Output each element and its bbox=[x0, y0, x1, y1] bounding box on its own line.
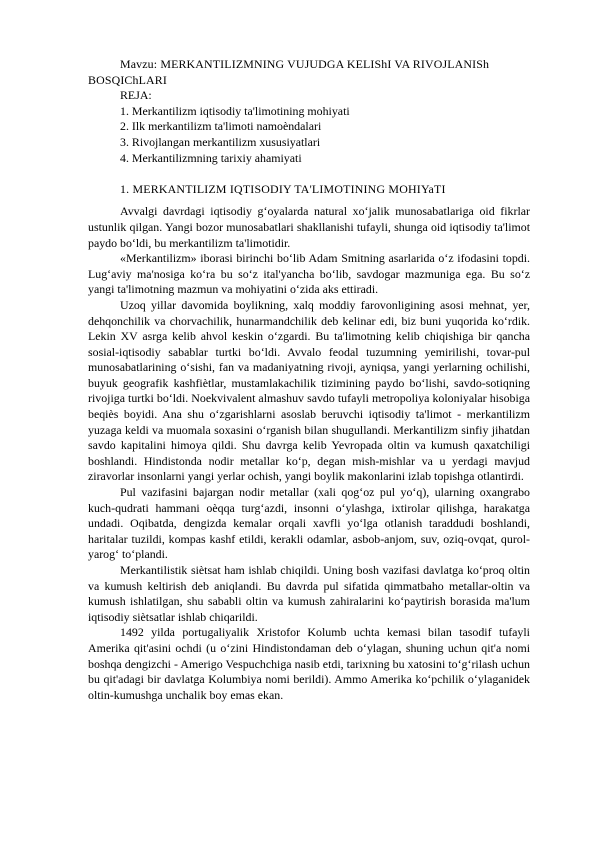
paragraph: Merkantilistik siètsat ham ishlab chiqildi. Uning bosh vazifasi davlatga ko‘proq oltin va kumush keltirish deb aniqlandi. Bu davrda pul sifatida qimmatbaho metallar-oltin va kumush ishlatilgan, shu sababli oltin va kumush zahiralarini ko‘paytirish borasida ma'lum iqtisodiy siètsatlar ishlab chiqarildi. bbox=[88, 563, 530, 624]
paragraph: Uzoq yillar davomida boylikning, xalq moddiy farovonligining asosi mehnat, yer, dehqonchilik va chorvachilik, hunarmandchilik deb kelinar edi, biz buni yuqorida ko‘rdik. Lekin XV asrga kelib ahvol keskin o‘zgardi. Bu ta'limotning kelib chiqishiga bir qancha sosial-iqtisodiy sabablar turtki bo‘ldi. Avvalo feodal tuzumning yemirilishi, tovar-pul munosabatlarining o‘sishi, fan va madaniyatning rivoji, ayniqsa, yangi yerlarning ochilishi, buyuk geografik kashfiètlar, mustamlakachilik tizimining paydo bo‘lishi, savdo-sotiqning rivojiga turtki bo‘ldi. Noekvivalent almashuv savdo tufayli metropoliya koloniyalar hisobiga beqiès boyidi. Ana shu o‘zgarishlarni asoslab beruvchi iqtisodiy ta'limot - merkantilizm yuzaga keldi va muomala soxasini o‘rganish bilan shugullandi. Merkantilizm sinfiy jihatdan savdo kapitalini himoya qildi. Shu davrga kelib Yevropada oltin va kumush qaxatchiligi boshlandi. Hindistonda nodir metallar ko‘p, degan mish-mishlar va u yerdagi mavjud ziravorlar insonlarni yangi yerlar ochish, yangi boylik makonlarini izlab topishga otlantirdi. bbox=[88, 297, 530, 484]
paragraph: Avvalgi davrdagi iqtisodiy g‘oyalarda natural xo‘jalik munosabatlariga oid fikrlar ustunlik qilgan. Yangi bozor munosabatlari shakllanishi tufayli, shunga oid iqtisodiy ta'limot paydo bo‘ldi, bu merkantilizm ta'limotidir. bbox=[88, 204, 530, 250]
plan-item: 4. Merkantilizmning tarixiy ahamiyati bbox=[120, 150, 302, 165]
paragraph: «Merkantilizm» iborasi birinchi bo‘lib Adam Smitning asarlarida o‘z ifodasini topdi. Lug‘aviy ma'nosiga ko‘ra bu so‘z ital'yancha bo‘lib, savdogar mazmuniga ega. Bu so‘z yangi ta'limotning mazmun va mohiyatini o‘zida aks ettiradi. bbox=[88, 251, 530, 297]
document-body bbox=[88, 57, 530, 703]
spacer bbox=[88, 166, 530, 182]
plan-item: 1. Merkantilizm iqtisodiy ta'limotining mohiyati bbox=[120, 103, 350, 118]
spacer bbox=[88, 197, 530, 204]
paragraph: 1492 yilda portugaliyalik Xristofor Kolumb uchta kemasi bilan tasodif tufayli Amerika qit'asini ochdi (u o‘zini Hindistondaman deb o‘ylagan, shuning uchun qit'a nomi boshqa dengizchi - Amerigo Vespuchchiga nasib etdi, tarixning bu xatosini to‘g‘rilash uchun bu qit'adagi bir davlatga Kolumbiya nomi berildi). Ammo Amerika ko‘pchilik o‘ylaganidek oltin-kumushga unchalik boy emas ekan. bbox=[88, 625, 530, 702]
document-title: Mavzu: MERKANTILIZMNING VUJUDGA KELIShI VA RIVOJLANISh BOSQIChLARI bbox=[88, 57, 490, 87]
plan-item: 2. Ilk merkantilizm ta'limoti namoèndalari bbox=[120, 119, 322, 134]
plan-item: 3. Rivojlangan merkantilizm xususiyatlari bbox=[120, 134, 321, 149]
plan-label: REJA: bbox=[120, 88, 152, 103]
section-heading: 1. MERKANTILIZM IQTISODIY TA'LIMOTINING MOHIYaTI bbox=[120, 181, 446, 196]
paragraph: Pul vazifasini bajargan nodir metallar (xali qog‘oz pul yo‘q), ularning oxangrabo kuch-qudrati hammani oèqqa turg‘azdi, insonni o‘ylashga, ixtirolar qilishga, harakatga undadi. Oqibatda, dengizda kemalar orqali xavfli yo‘lga otlanish taraddudi boshlandi, haritalar tuzildi, kompas kashf etildi, kerakli odamlar, asbob-anjom, suv, oziq-ovqat, qurol-yarog‘ to‘plandi. bbox=[88, 485, 530, 562]
